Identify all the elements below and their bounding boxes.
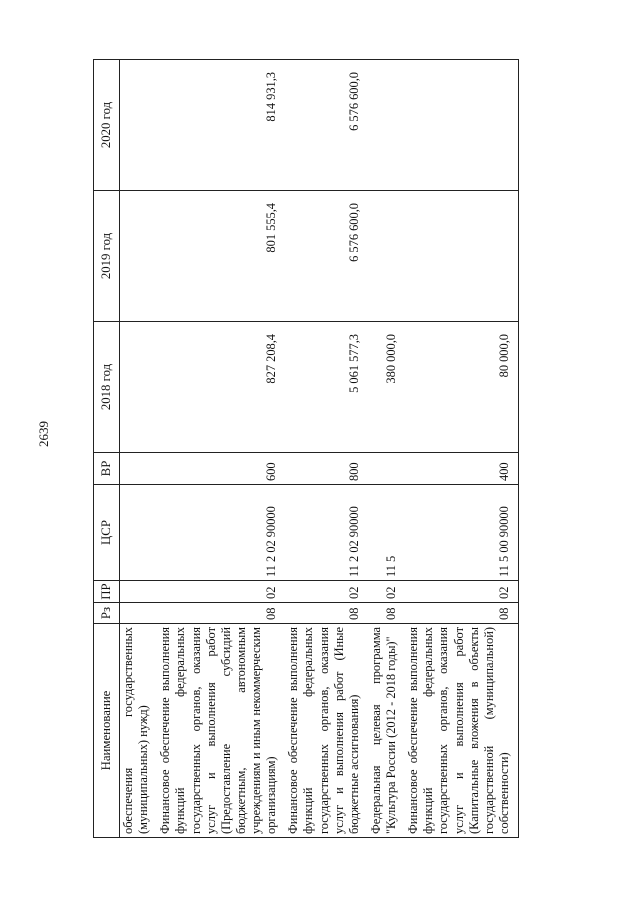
cell-rz xyxy=(120,603,158,624)
cell-pr: 02 xyxy=(405,581,518,603)
cell-2018: 380 000,0 xyxy=(368,322,405,453)
cell-rz: 08 xyxy=(405,603,518,624)
cell-2018: 80 000,0 xyxy=(405,322,518,453)
col-header-rz: Рз xyxy=(94,603,120,624)
cell-2018 xyxy=(120,322,158,453)
cell-2018: 5 061 577,3 xyxy=(285,322,368,453)
cell-2020: 6 576 600,0 xyxy=(285,60,368,191)
col-header-vr: ВР xyxy=(94,453,120,485)
cell-pr: 02 xyxy=(157,581,285,603)
cell-rz: 08 xyxy=(157,603,285,624)
col-header-2020: 2020 год xyxy=(94,60,120,191)
cell-pr: 02 xyxy=(285,581,368,603)
cell-rz: 08 xyxy=(368,603,405,624)
table-row xyxy=(157,60,285,838)
cell-csr xyxy=(120,485,158,581)
cell-vr: 600 xyxy=(157,453,285,485)
budget-table xyxy=(93,59,519,838)
cell-name: Финансовое обеспечение выполнения функций федеральных государственных органов, оказания услуг и выполнения работ (Иные бюджетные ассигнования) xyxy=(285,624,368,838)
cell-csr: 11 2 02 90000 xyxy=(157,485,285,581)
table-row xyxy=(405,60,518,838)
cell-csr: 11 5 xyxy=(368,485,405,581)
table-row xyxy=(285,60,368,838)
cell-pr xyxy=(120,581,158,603)
cell-2019 xyxy=(405,191,518,322)
cell-name: Финансовое обеспечение выполнения функций федеральных государственных органов, оказания услуг и выполнения работ (Капитальные вложения в объекты государственной (муниципальной) собственности) xyxy=(405,624,518,838)
cell-vr: 800 xyxy=(285,453,368,485)
cell-2019 xyxy=(120,191,158,322)
cell-name: Финансовое обеспечение выполнения функций федеральных государственных органов, оказания услуг и выполнения работ (Предоставление субсидий бюджетным, автономным учреждениям и иным некоммерческим организациям) xyxy=(157,624,285,838)
col-header-2019: 2019 год xyxy=(94,191,120,322)
budget-table-rotated xyxy=(93,60,606,838)
cell-csr: 11 5 00 90000 xyxy=(405,485,518,581)
cell-csr: 11 2 02 90000 xyxy=(285,485,368,581)
col-header-name: Наименование xyxy=(94,624,120,838)
cell-2019: 801 555,4 xyxy=(157,191,285,322)
cell-name: Федеральная целевая программа "Культура России (2012 - 2018 годы)" xyxy=(368,624,405,838)
cell-vr xyxy=(120,453,158,485)
cell-2020 xyxy=(405,60,518,191)
cell-2019 xyxy=(368,191,405,322)
cell-2019: 6 576 600,0 xyxy=(285,191,368,322)
page-number: 2639 xyxy=(36,421,51,447)
cell-vr xyxy=(368,453,405,485)
col-header-2018: 2018 год xyxy=(94,322,120,453)
col-header-pr: ПР xyxy=(94,581,120,603)
cell-rz: 08 xyxy=(285,603,368,624)
cell-2020 xyxy=(120,60,158,191)
table-row xyxy=(120,60,158,838)
table-header-row xyxy=(94,60,120,838)
col-header-csr: ЦСР xyxy=(94,485,120,581)
cell-2020: 814 931,3 xyxy=(157,60,285,191)
table-row xyxy=(368,60,405,838)
cell-vr: 400 xyxy=(405,453,518,485)
cell-name: обеспечения государственных (муниципальных) нужд) xyxy=(120,624,158,838)
cell-2020 xyxy=(368,60,405,191)
cell-pr: 02 xyxy=(368,581,405,603)
cell-2018: 827 208,4 xyxy=(157,322,285,453)
